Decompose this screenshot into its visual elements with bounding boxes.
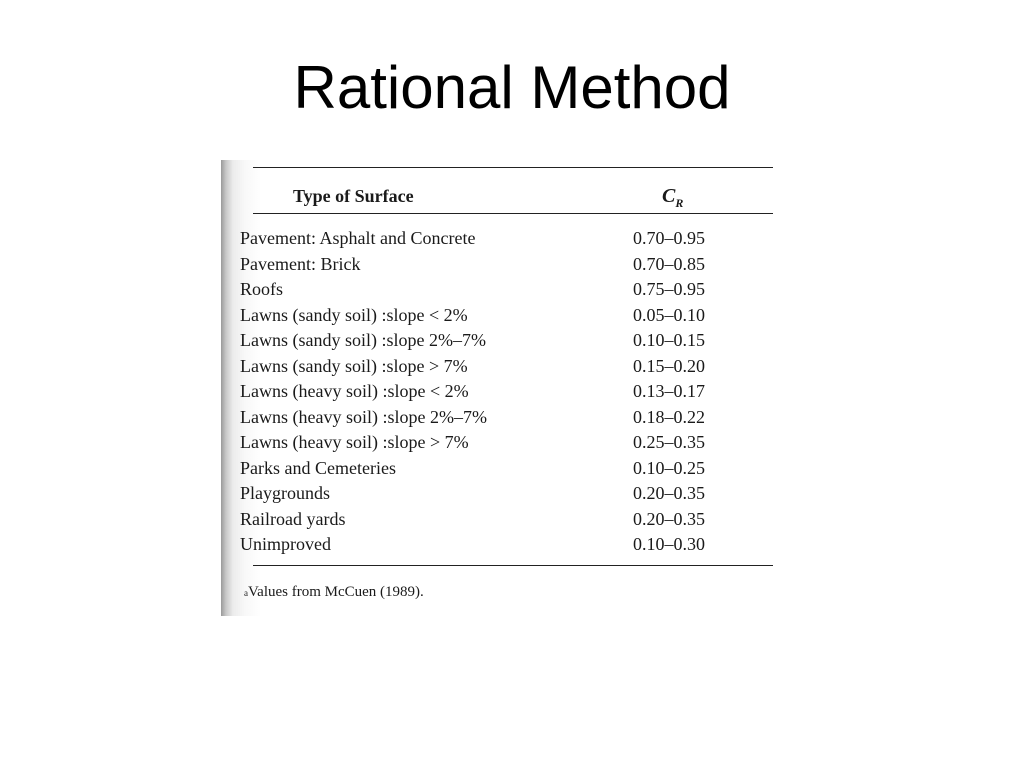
cr-cell: 0.75–0.95	[633, 279, 705, 299]
table-row	[221, 303, 777, 329]
table-row	[221, 532, 777, 558]
cr-cell: 0.20–0.35	[633, 508, 705, 529]
cr-cell: 0.25–0.35	[633, 432, 705, 452]
cr-cell: 0.15–0.20	[633, 355, 705, 376]
surface-cell: Parks and Cemeteries	[240, 457, 396, 478]
table-row	[221, 354, 777, 380]
surface-cell: Unimproved	[240, 534, 331, 554]
table-row	[221, 507, 777, 533]
cr-cell: 0.70–0.95	[633, 228, 705, 248]
surface-cell: Playgrounds	[240, 483, 330, 503]
surface-cell: Pavement: Asphalt and Concrete	[240, 228, 476, 248]
table-row	[221, 481, 777, 507]
header-cr-main: C	[662, 185, 676, 207]
cr-cell: 0.10–0.30	[633, 534, 705, 554]
surface-cell: Lawns (sandy soil) :slope 2%–7%	[240, 330, 486, 350]
scanned-table-image	[221, 160, 777, 616]
table-header-rule	[253, 213, 773, 214]
table-row	[221, 379, 777, 405]
cr-cell: 0.20–0.35	[633, 483, 705, 503]
table-row	[221, 328, 777, 354]
surface-cell: Pavement: Brick	[240, 253, 361, 274]
cr-cell: 0.13–0.17	[633, 381, 705, 401]
header-cr-subscript: R	[675, 196, 684, 210]
table-row	[221, 456, 777, 482]
cr-cell: 0.05–0.10	[633, 304, 705, 325]
header-type-of-surface: Type of Surface	[293, 186, 414, 206]
table-row	[221, 405, 777, 431]
surface-cell: Lawns (heavy soil) :slope 2%–7%	[240, 406, 487, 427]
cr-cell: 0.10–0.15	[633, 330, 705, 350]
footnote-marker: a	[244, 588, 248, 598]
header-runoff-coefficient	[662, 184, 683, 215]
table-bottom-rule	[253, 565, 773, 566]
surface-cell: Roofs	[240, 279, 284, 299]
table-row	[221, 252, 777, 278]
surface-cell: Lawns (sandy soil) :slope < 2%	[240, 304, 468, 325]
footnote-text: Values from McCuen (1989).	[248, 584, 424, 600]
table-row	[221, 277, 777, 303]
surface-cell: Lawns (heavy soil) :slope < 2%	[240, 381, 469, 401]
surface-cell: Lawns (sandy soil) :slope > 7%	[240, 355, 468, 376]
table-row	[221, 430, 777, 456]
cr-cell: 0.18–0.22	[633, 406, 705, 427]
surface-cell: Railroad yards	[240, 508, 346, 529]
table-top-rule	[253, 167, 773, 168]
surface-cell: Lawns (heavy soil) :slope > 7%	[240, 432, 469, 452]
table-body	[221, 226, 777, 558]
table-footnote	[244, 582, 424, 602]
table-row	[221, 226, 777, 252]
slide-title: Rational Method	[293, 54, 731, 121]
cr-cell: 0.10–0.25	[633, 457, 705, 478]
cr-cell: 0.70–0.85	[633, 253, 705, 274]
